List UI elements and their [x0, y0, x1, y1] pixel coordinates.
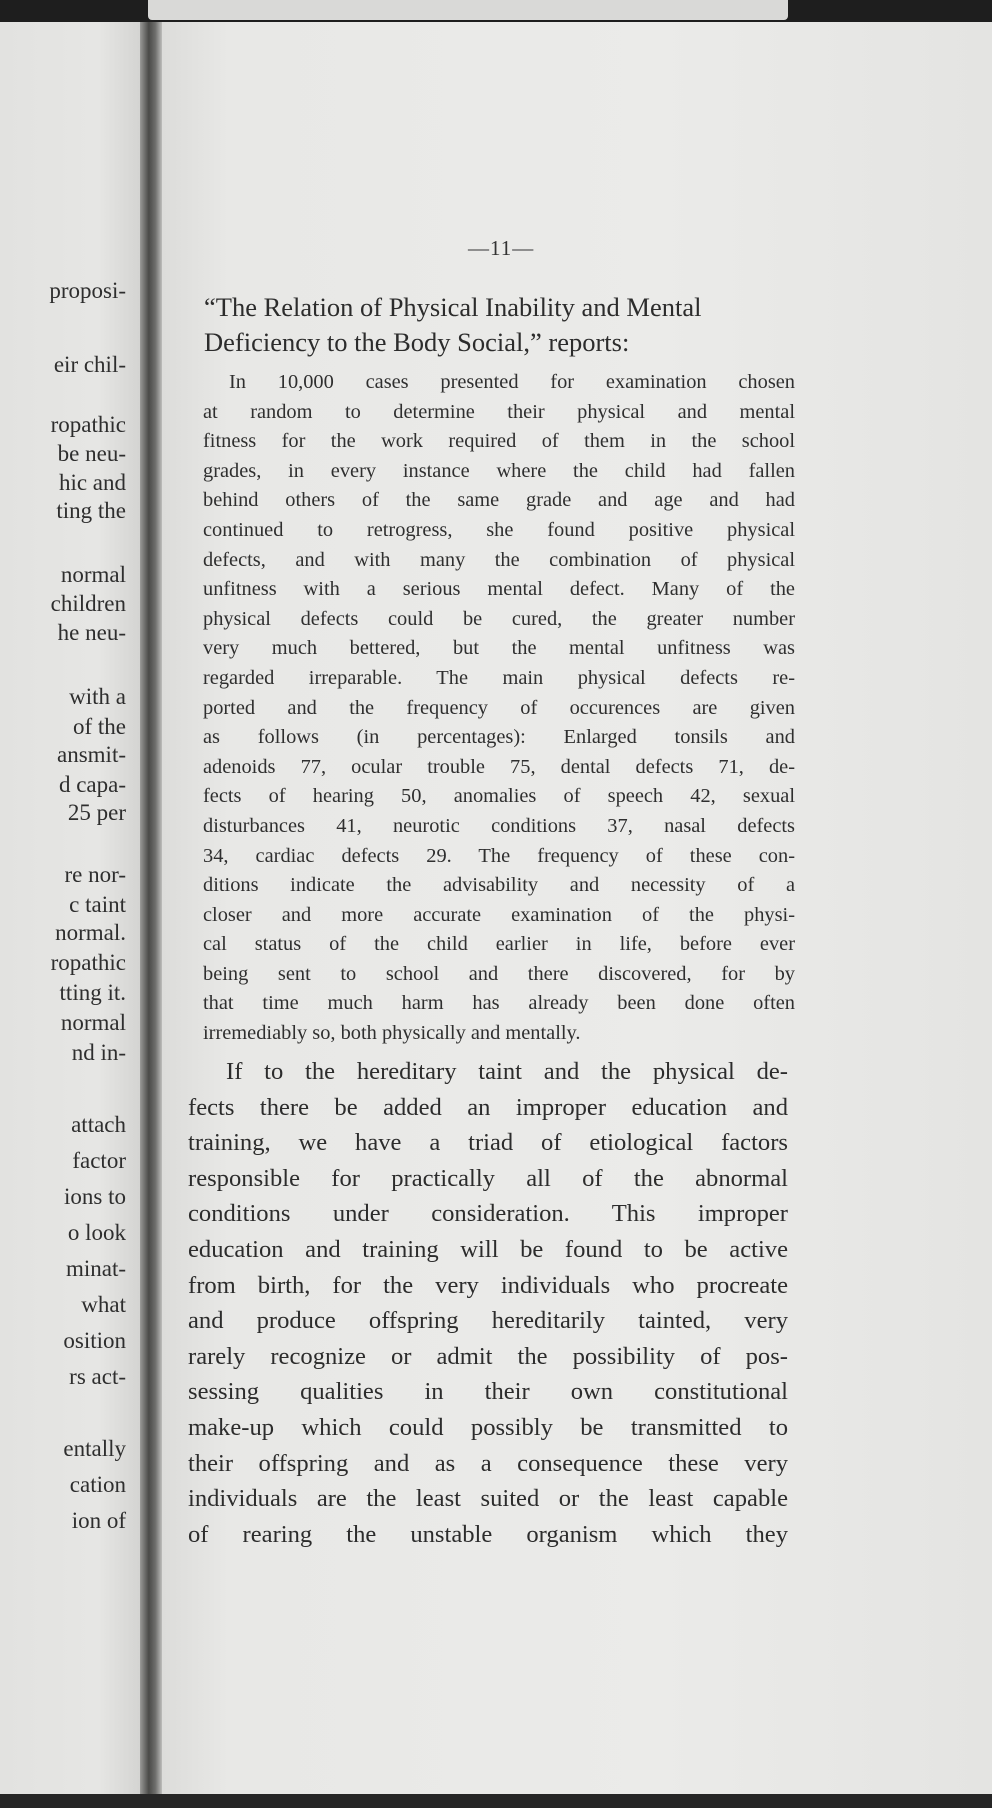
body-line: training, we have a triad of etiological factors: [188, 1129, 788, 1157]
body-line: sessing qualities in their own constitutional: [188, 1378, 788, 1406]
quote-line: cal status of the child earlier in life, before ever: [203, 933, 795, 956]
page-number: —11—: [468, 236, 535, 260]
previous-page-line: children: [50, 591, 126, 616]
previous-page: [0, 22, 140, 1794]
previous-page-line: ropathic: [50, 412, 126, 437]
quote-line: regarded irreparable. The main physical defects re-: [203, 666, 795, 689]
previous-page-line: ropathic: [50, 950, 126, 975]
previous-page-line: cation: [69, 1472, 126, 1497]
quote-line: ported and the frequency of occurences are given: [203, 696, 795, 719]
quote-line: irremediably so, both physically and mentally.: [203, 1022, 581, 1045]
previous-page-line: eir chil-: [53, 352, 126, 377]
previous-page-line: normal: [60, 562, 126, 587]
body-line: make-up which could possibly be transmitted to: [188, 1413, 788, 1441]
quote-line: defects, and with many the combination of physical: [203, 548, 795, 571]
body-line: education and training will be found to be active: [188, 1235, 788, 1263]
previous-page-line: ions to: [64, 1184, 126, 1209]
previous-page-line: d capa-: [58, 772, 126, 797]
previous-page-line: of the: [72, 714, 126, 739]
top-border: [0, 0, 992, 22]
previous-page-line: ion of: [71, 1508, 126, 1533]
body-line: of rearing the unstable organism which they: [188, 1520, 788, 1548]
body-line: and produce offspring hereditarily tainted, very: [188, 1307, 788, 1335]
previous-page-line: he neu-: [57, 620, 126, 645]
previous-page-line: with a: [69, 684, 126, 709]
citation-lead: [204, 290, 794, 360]
previous-page-line: normal.: [55, 920, 126, 945]
previous-page-line: ansmit-: [57, 742, 126, 767]
quote-line: adenoids 77, ocular trouble 75, dental defects 71, de-: [203, 755, 795, 778]
book-gutter: [140, 22, 162, 1794]
previous-page-line: 25 per: [67, 800, 126, 825]
previous-page-line: proposi-: [49, 278, 126, 303]
previous-page-line: rs act-: [69, 1364, 126, 1389]
previous-page-line: normal: [60, 1010, 126, 1035]
previous-page-line: entally: [63, 1436, 126, 1461]
previous-page-line: attach: [71, 1112, 126, 1137]
previous-page-line: nd in-: [71, 1040, 126, 1065]
quote-line: disturbances 41, neurotic conditions 37, nasal defects: [203, 814, 795, 837]
quote-line: 34, cardiac defects 29. The frequency of these con-: [203, 844, 795, 867]
body-line: from birth, for the very individuals who procreate: [188, 1271, 788, 1299]
quote-line: In 10,000 cases presented for examination chosen: [229, 371, 795, 393]
previous-page-line: hic and: [58, 470, 126, 495]
quote-line: that time much harm has already been done often: [203, 992, 795, 1015]
body-line: fects there be added an improper education and: [188, 1093, 788, 1121]
previous-page-line: osition: [63, 1328, 126, 1353]
body-line: rarely recognize or admit the possibility of pos-: [188, 1342, 788, 1370]
body-line: their offspring and as a consequence these very: [188, 1449, 788, 1477]
body-line: conditions under consideration. This improper: [188, 1200, 788, 1228]
quote-line: being sent to school and there discovered, for by: [203, 962, 795, 985]
previous-page-line: re nor-: [64, 862, 126, 887]
previous-page-line: tting it.: [59, 980, 126, 1005]
body-line: If to the hereditary taint and the physical de-: [226, 1058, 788, 1085]
quote-line: ditions indicate the advisability and necessity of a: [203, 874, 795, 897]
body-line: responsible for practically all of the abnormal: [188, 1164, 788, 1192]
lead-line: Deficiency to the Body Social,” reports:: [204, 327, 630, 357]
quote-line: fitness for the work required of them in the school: [203, 430, 795, 453]
top-page-edge: [148, 0, 788, 20]
lead-line: “The Relation of Physical Inability and Mental: [204, 292, 702, 322]
body-paragraph: [188, 1054, 788, 1552]
previous-page-line: what: [81, 1292, 126, 1317]
quote-line: behind others of the same grade and age and had: [203, 489, 795, 512]
previous-page-line: c taint: [69, 892, 126, 917]
quote-line: continued to retrogress, she found positive physical: [203, 518, 795, 541]
quote-line: very much bettered, but the mental unfitness was: [203, 637, 795, 660]
quote-line: as follows (in percentages): Enlarged tonsils and: [203, 726, 795, 749]
body-line: individuals are the least suited or the least capable: [188, 1485, 788, 1513]
bottom-border: [0, 1794, 992, 1808]
previous-page-line: o look: [67, 1220, 126, 1245]
previous-page-line: minat-: [65, 1256, 126, 1281]
previous-page-line: ting the: [56, 498, 126, 523]
quoted-report: [203, 368, 795, 1049]
quote-line: at random to determine their physical and mental: [203, 400, 795, 423]
quote-line: physical defects could be cured, the greater number: [203, 607, 795, 630]
quote-line: fects of hearing 50, anomalies of speech 42, sexual: [203, 785, 795, 808]
previous-page-line: factor: [72, 1148, 126, 1173]
quote-line: unfitness with a serious mental defect. Many of the: [203, 578, 795, 601]
quote-line: grades, in every instance where the child had fallen: [203, 459, 795, 482]
previous-page-line: be neu-: [57, 441, 126, 466]
quote-line: closer and more accurate examination of the physi-: [203, 903, 795, 926]
